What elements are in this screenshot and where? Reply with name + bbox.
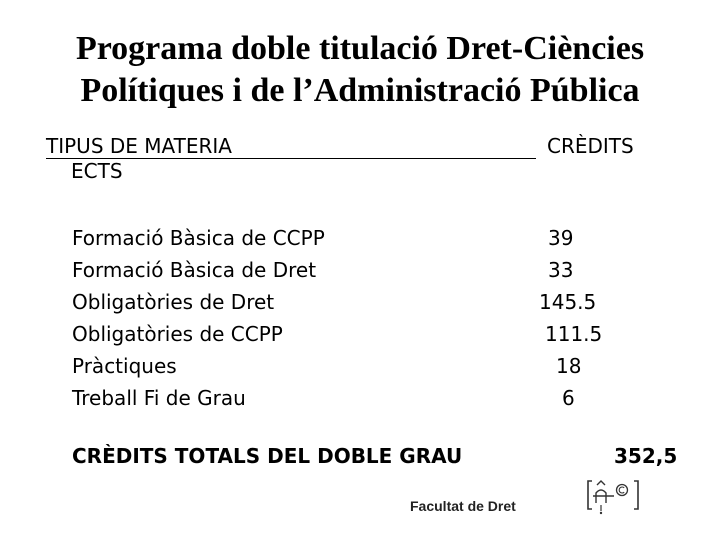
faculty-name: Facultat de Dret: [410, 498, 516, 514]
row-name: Formació Bàsica de CCPP: [72, 226, 325, 250]
row-name: Pràctiques: [72, 354, 177, 378]
row-value: 111.5: [545, 322, 603, 346]
type-label-line-2: ECTS: [71, 159, 123, 183]
table-row: [72, 350, 632, 382]
table-row: [72, 382, 632, 414]
university-logo-icon: [584, 478, 642, 516]
total-credits-label: CRÈDITS TOTALS DEL DOBLE GRAU: [72, 444, 463, 468]
column-header-credits: CRÈDITS: [547, 134, 634, 158]
total-credits-value: 352,5: [614, 444, 678, 468]
table-row: [72, 222, 632, 254]
table-row: [72, 254, 632, 286]
row-value: 39: [548, 226, 574, 250]
row-value: 33: [548, 258, 574, 282]
row-name: Formació Bàsica de Dret: [72, 258, 317, 282]
table-row: [72, 318, 632, 350]
title-line-1: Programa doble titulació Dret-Ciències: [75, 30, 645, 67]
column-header-type: [46, 134, 232, 184]
page-title: [0, 28, 720, 112]
header-underline: [46, 158, 536, 159]
title-line-2: Polítiques i de l’Administració Pública: [80, 72, 640, 109]
table-row: [72, 286, 632, 318]
row-value: 18: [556, 354, 582, 378]
type-label-line-1: TIPUS DE MATERIA: [46, 134, 232, 158]
row-name: Treball Fi de Grau: [72, 386, 246, 410]
row-value: 6: [562, 386, 575, 410]
row-name: Obligatòries de Dret: [72, 290, 275, 314]
row-name: Obligatòries de CCPP: [72, 322, 283, 346]
credits-table: [72, 222, 632, 414]
row-value: 145.5: [539, 290, 597, 314]
